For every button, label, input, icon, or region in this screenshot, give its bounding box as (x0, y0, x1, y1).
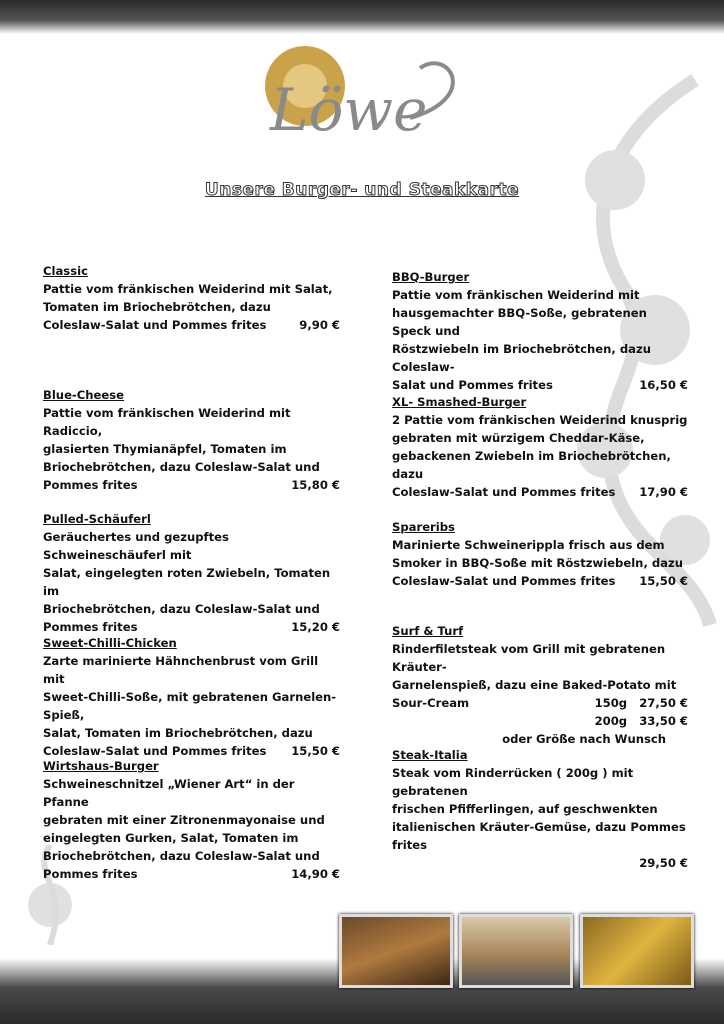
menu-item-description: Coleslaw-Salat und Pommes frites (392, 485, 616, 499)
menu-item-description: Sweet-Chilli-Soße, mit gebratenen Garnelen-Spieß, (43, 690, 337, 722)
menu-item-description: Salat, Tomaten im Briochebrötchen, dazu (43, 726, 313, 740)
menu-item-description: Garnelenspieß, dazu eine Baked-Potato mit (392, 678, 677, 692)
top-brush-border (0, 0, 724, 34)
menu-item-price: 200g 33,50 € (594, 714, 688, 728)
menu-item-description: Coleslaw-Salat und Pommes frites (392, 574, 616, 588)
menu-item-description: Briochebrötchen, dazu Coleslaw-Salat und (43, 602, 320, 616)
menu-item-note: oder Größe nach Wunsch (502, 732, 666, 746)
photo-schaeuferl-dish (339, 914, 453, 988)
menu-item-description: Briochebrötchen, dazu Coleslaw-Salat und (43, 460, 320, 474)
svg-text:Löwe: Löwe (270, 76, 428, 144)
menu-item-description: Salat und Pommes frites (392, 378, 553, 392)
menu-item-description: Tomaten im Briochebrötchen, dazu (43, 300, 271, 314)
menu-item-price: 9,90 € (299, 318, 340, 332)
menu-item-description: Röstzwiebeln im Briochebrötchen, dazu Coleslaw- (392, 342, 651, 374)
menu-item-name: Wirtshaus-Burger (43, 759, 159, 773)
menu-item-name: Classic (43, 264, 88, 278)
menu-item (392, 518, 688, 590)
menu-item (43, 757, 340, 883)
menu-item-description: Pommes frites (43, 478, 138, 492)
menu-item-description: Smoker in BBQ-Soße mit Röstzwiebeln, dazu (392, 556, 684, 570)
menu-item-description: Steak vom Rinderrücken ( 200g ) mit gebratenen (392, 766, 634, 798)
menu-item-price: 15,20 € (291, 620, 340, 634)
menu-item (43, 262, 340, 334)
photo-golden-lion (580, 914, 694, 988)
menu-item (392, 622, 688, 748)
menu-item-description: Rinderfiletsteak vom Grill mit gebratenen Kräuter- (392, 642, 666, 674)
menu-item-description: Coleslaw-Salat und Pommes frites (43, 318, 267, 332)
menu-item-description: gebraten mit würzigem Cheddar-Käse, (392, 431, 645, 445)
menu-item-description: Pommes frites (43, 620, 138, 634)
menu-item-description: frischen Pfifferlingen, auf geschwenkten (392, 802, 658, 816)
menu-item-price: 29,50 € (639, 856, 688, 870)
menu-item-description: italienischen Kräuter-Gemüse, dazu Pommes frites (392, 820, 686, 852)
menu-item (392, 746, 688, 872)
menu-item-description: Coleslaw-Salat und Pommes frites (43, 744, 267, 758)
menu-item-description: Schweineschnitzel „Wiener Art“ in der Pfanne (43, 777, 295, 809)
menu-item (43, 510, 340, 636)
menu-item-name: XL- Smashed-Burger (392, 395, 527, 409)
menu-item-description: hausgemachter BBQ-Soße, gebratenen Speck und (392, 306, 647, 338)
menu-item-description: Marinierte Schweinerippla frisch aus dem (392, 538, 665, 552)
menu-item-description: 2 Pattie vom fränkischen Weiderind knusprig (392, 413, 688, 427)
menu-item-name: Blue-Cheese (43, 388, 124, 402)
menu-item-description: Pattie vom fränkischen Weiderind mit (392, 288, 640, 302)
menu-item-description: eingelegten Gurken, Salat, Tomaten im (43, 831, 299, 845)
menu-item-price: 17,90 € (639, 485, 688, 499)
menu-item-description: gebackenen Zwiebeln im Briochebrötchen, dazu (392, 449, 671, 481)
menu-item-name: Spareribs (392, 520, 455, 534)
menu-item (392, 268, 688, 394)
menu-item-name: Pulled-Schäuferl (43, 512, 151, 526)
menu-item-price: 15,50 € (639, 574, 688, 588)
menu-item-description: Pattie vom fränkischen Weiderind mit Salat, (43, 282, 333, 296)
menu-item (43, 634, 340, 760)
menu-item-description: Salat, eingelegten roten Zwiebeln, Tomaten im (43, 566, 331, 598)
menu-item-description: Pommes frites (43, 867, 138, 881)
menu-item-description: Sour-Cream (392, 696, 470, 710)
menu-item-price: 15,80 € (291, 478, 340, 492)
loewe-logo (250, 38, 480, 148)
menu-item-price: 15,50 € (291, 744, 340, 758)
menu-item-description: Pattie vom fränkischen Weiderind mit Radiccio, (43, 406, 291, 438)
menu-item-description: Zarte marinierte Hähnchenbrust vom Grill mit (43, 654, 319, 686)
menu-item-price: 16,50 € (639, 378, 688, 392)
menu-item-description: Briochebrötchen, dazu Coleslaw-Salat und (43, 849, 320, 863)
menu-item-name: Surf & Turf (392, 624, 464, 638)
menu-item-name: Steak-Italia (392, 748, 468, 762)
menu-item (392, 393, 688, 501)
menu-item (43, 386, 340, 494)
menu-item-description: Geräuchertes und gezupftes Schweineschäuferl mit (43, 530, 229, 562)
menu-item-description: glasierten Thymianäpfel, Tomaten im (43, 442, 287, 456)
page-title: Unsere Burger- und Steakkarte (204, 180, 520, 200)
photo-restaurant-building (459, 914, 573, 988)
menu-item-price: 14,90 € (291, 867, 340, 881)
menu-item-description: gebraten mit einer Zitronenmayonaise und (43, 813, 325, 827)
menu-item-name: Sweet-Chilli-Chicken (43, 636, 177, 650)
menu-item-name: BBQ-Burger (392, 270, 470, 284)
menu-item-price: 150g 27,50 € (594, 696, 688, 710)
